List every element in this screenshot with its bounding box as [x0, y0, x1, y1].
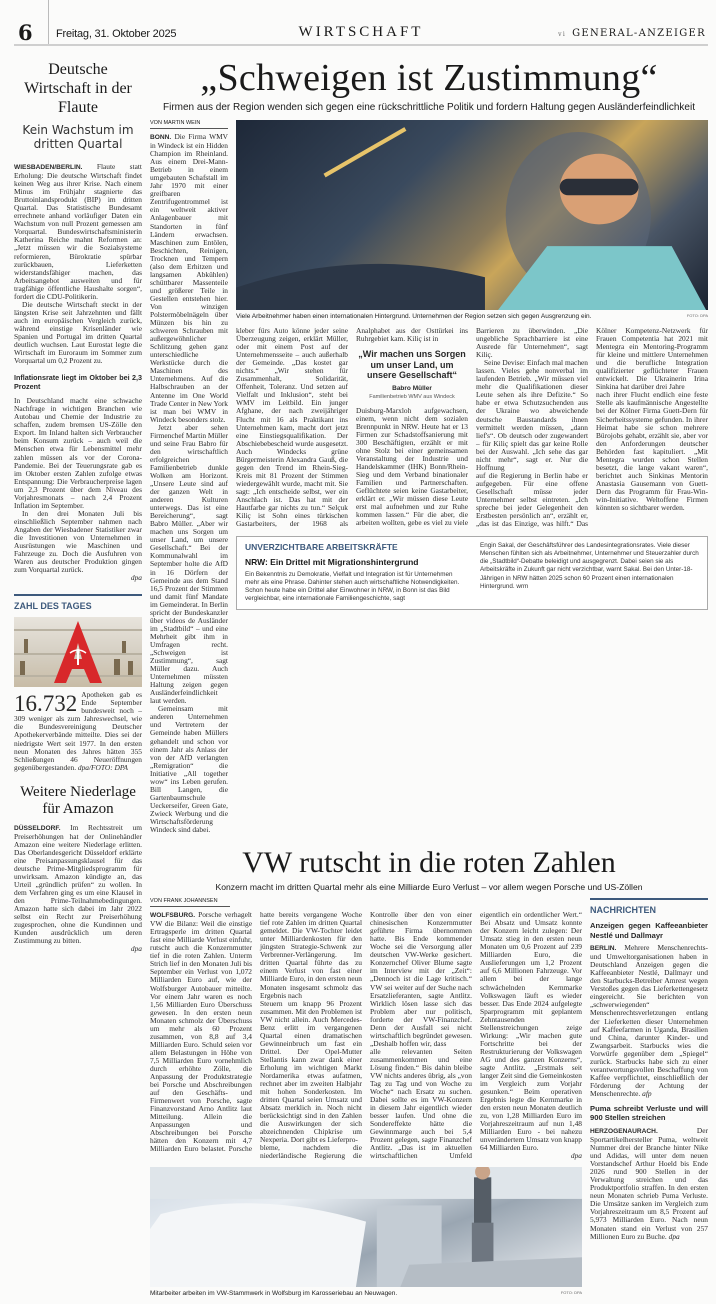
- main-text: nach ihrer Flucht endlich eine feste Stelle als kaufmännische Angestellte bei der Kölner Firma Guett-Dern für Sicherheitssysteme gefunden. In ihrer Heimat habe sie schon mehrere Bürojobs gehabt, erzählt sie, aber vor den Anforderungen deutscher Behörden fast kapituliert. „Mit Mentegra wurden schon Stellen besetzt, die lange vakant waren“, berichtet auch Sinkinas Mentorin Anastasia Gausemann von Guett-Dern das Programm für Frau-Win-win-Initiative. Weltoffene Firmen könnten so sichtbarer werden.: [596, 390, 708, 513]
- paper-name: GENERAL-ANZEIGER: [572, 28, 706, 39]
- infobox-left: [237, 537, 472, 608]
- zahl-des-tages-label: ZAHL DES TAGES: [14, 594, 142, 611]
- vw-text: Porsche verhagelt VW die Bilanz: Weil die einstige Ertragsperle im dritten Quartal fast eine Milliarde Verlust einfuhr, rutscht auch die Konzernmutter tief in die roten Zahlen. Unterm Strich lief in den Monaten Juli bis September ein Verlust von 1,072 Milliarden Euro auf, wie der Wolfsburger Autobauer mitteilte. Vor einem Jahr waren es noch 1,56 Milliarden Euro Überschuss gewesen. In den ersten neun Monaten schmolz der Überschuss um mehr als 60 Prozent zusammen, von 8,8 auf 3,4 Milliarden Euro. Schuld seien vor allem Belastungen in Höhe von 7,5 Milliarden Euro vornehmlich durch erhöhte Zölle, die Anpassung der Produktstrategie bei Porsche und Abschreibungen auf den Geschäfts- und Firmenwert von Porsche, sagte Finanzvorstand Arno Antlitz laut Mitteilung. Allein die Anpassungen und Abschreibungen bei Porsche hätten den Konzern mit 4,7 Milliarden Euro belastet. Porsche hatte bereits vergangene Woche tief rote Zahlen im dritten Quartal gemeldet. Die VW-Tochter leidet unter Milliardenkosten für den jüngsten Strategie-Schwenk zur Verbrenner-Verlängerung. Im dritten Quartal führte das zu einem Verlust von fast einer Milliarde Euro, in den ersten neun Monaten insgesamt schmolz das Ergebnis nach: [150, 910, 362, 1154]
- side-dateline: WIESBADEN/BERLIN.: [14, 164, 83, 171]
- side-article-headline: Deutsche Wirtschaft in der Flaute: [24, 61, 132, 116]
- amazon-headline: Weitere Niederlage für Amazon: [20, 783, 136, 817]
- workers-photo-credit: FOTO: DPA: [686, 313, 708, 318]
- vw-text: alle relevanten Seiten zusammenkommen und eine Lösung finden.“ Bis dahin bleibe VW nichts anderes übrig, als „von Tag zu Tag und von Woche zu Woche“ nach Ersatz zu suchen. Dabei sollte es im VW-Konzern in diesem Jahr eigentlich wieder besser laufen. Und ohne die Sondereffekte hätte die Gewinnmarge auch bei 5,4 Prozent gelegen, sagte Finanzchef Antlitz. „Das ist im aktuellen wirtschaftlichen Umfeld eigentlich ein ordentlicher Wert.“ Bei Absatz und Umsatz konnte der Konzern leicht zulegen: Der Umsatz stieg in den ersten neun Monaten um 0,6 Prozent auf 239 Milliarden Euro, die Auslieferungen um 1,2 Prozent auf 6,6 Millionen Fahrzeuge. Vor allem bei der lange schwächelnden Kernmarke Volkswagen läuft es wieder besser. Das Ende 2024 aufgelegte Sparprogramm mit geplantem Zehntausenden Stellenstreichungen zeige Wirkung: „Wir machen gute Fortschritte bei der Restrukturierung der Volkswagen AG und des ganzen Konzerns“, sagte Antlitz. „Erstmals seit langer Zeit sind die Gemeinkosten im Vergleich zum Vorjahr gesunken.“ Beim operativen Ergebnis legte die Kernmarke in den ersten neun Monaten deutlich zu, von 1,28 Milliarden Euro im Vorjahreszeitraum auf nun 1,48 Milliarden Euro - bei nahezu unverändertem Umsatz von knapp 64 Milliarden Euro.: [370, 910, 582, 1161]
- infobox-label: UNVERZICHTBARE ARBEITSKRÄFTE: [245, 542, 398, 553]
- main-text: Seine Devise: Einfach mal machen lassen. Vieles gehe nonverbal im laufenden Betrieb. „Wir müssen viel mehr die Qualifikationen dieser Leute sehen als ihre Defizite.“ So habe er etwa Schutzsuchenden aus der Ukraine wo abweichende deutsche Baustandards ihnen vermittelt werden müssen, „dann lief's“. Ob deutsch oder zugewandert – für Kiliç spielt das gar keine Rolle bei der Auswahl. „Ich sehe das gar nicht mehr“, sagt er. Nur die Hoffnung: [476, 358, 588, 472]
- zahl-des-tages-text: [14, 691, 142, 771]
- side-paragraph: Die deutsche Wirtschaft steckt in der längsten Krise seit Jahrzehnten und fällt auch im europäischen Vergleich zurück, während einstige Krisenländer wie Spanien und Portugal im dritten Quartal deutlich wuchsen. Laut Eurostat legte die Wirtschaft im Euroraum im Sommer zum Vorquartal um 0,2 Prozent zu.: [14, 299, 142, 366]
- newspaper-name: [558, 28, 706, 39]
- page-header: [14, 0, 708, 46]
- vw-columns: [150, 911, 582, 1160]
- vw-photo-credit: FOTO: DPA: [560, 1289, 582, 1295]
- amazon-body: [14, 824, 142, 954]
- side-paragraph: Flaute statt Erholung: Die deutsche Wirtschaft findet keinen Weg aus ihrer Krise. Nach einem Minus im Frühjahr stagnierte das Bruttoinlandsprodukt (BIP) im dritten Quartal. Das Statistische Bundesamt errechnete anhand vorläufiger Daten ein Wachstum von null Prozent gemessen am Vorquartal. Bundeswirtschaftsministerin Katherina Reiche mahnt Reformen an: „Jetzt müssen wir die Sozialsysteme reformieren, Bürokratie spürbar zurückbauen, Lieferketten widerstandsfähiger machen, das Arbeitsangebot ausweiten und für tragfähige öffentliche Haushalte sorgen“, fordert die CDU-Politikerin.: [14, 162, 142, 301]
- left-column: [14, 46, 142, 1304]
- side-subhead: Inflationsrate liegt im Oktober bei 2,3 Prozent: [14, 373, 142, 392]
- main-text: Duisburg-Marxloh aufgewachsen, einem, wenn nicht dem sozialen Brennpunkt in NRW. Heute hat er 13 Firmen zur Schadstoffsanierung mit 300 Beschäftigten, erzählt er mit ohne Stolz bei einer gemeinsamen Veranstaltung der Industrie und Handelskammer (IHK) Bonn/Rhein-Sieg und dem Verband binationaler Familien und Partnerschaften. Geflüchtete seien keine Gastarbeiter, erklärt er. „Wir müssen diese Leute erst mal aufnehmen und zur Ruhe kommen lassen.“ Für die aber, die arbeiten wollten, gebe es viel zu viele Barrieren zu überwinden. „Die ungebliche Sprachbarriere ist eine Ausrede für Unternehmen“, sagt Kiliç.: [356, 326, 588, 528]
- page-grid: [14, 46, 708, 1304]
- main-article-row: [150, 120, 708, 834]
- vw-agency: dpa: [570, 1151, 582, 1161]
- news-text: Der Sportartikelhersteller Puma, weltweit Nummer drei der Branche hinter Nike und Adidas, will unter dem neuen Vorstandschef Arthur Hoeld bis Ende 2026 rund 900 Stellen in der Verwaltung streichen und das Produktportfolio straffen. In den ersten neun Monaten schrieb Puma Verluste. Die Umsätze sanken im Vergleich zum Vorjahreszeitraum um 8,5 Prozent auf 5,973 Milliarden Euro. Nach neun Monaten stand ein Verlust von 257 Millionen Euro zu Buche.: [590, 1125, 708, 1241]
- main-text: auf die Regierung in Berlin habe er aufgegeben. Für eine offene Gesellschaft müsse jeder Unternehmer selbst eintreten. „Ich spreche bei jeder Gelegenheit den Erstbesten persönlich an“, erzählt er, „das ist das Einzige, was hilft.“ Das Kölner Kompetenz-Netzwerk für Frauen Competentia hat 2021 mit Mentegra ein Mentoring-Programm für kleine und mittlere Unternehmen und die berufliche Integration qualifizierter geflüchteter Frauen entwickelt. Die Ukrainerin Irina Sinkina hat darüber drei Jahre: [476, 326, 708, 529]
- vw-photo-caption: Mitarbeiter arbeiten im VW-Stammwerk in Wolfsburg im Karosseriebau an Neuwagen.: [150, 1289, 398, 1297]
- pull-quote-role: Familienbetrieb WMV aus Windeck: [369, 393, 455, 400]
- main-dateline: BONN.: [150, 134, 172, 141]
- main-subheadline: Firmen aus der Region wenden sich gegen eine rückschrittliche Politik und fordern Haltung gegen Ausländerfeindlichkeit: [163, 102, 695, 113]
- infobox-text-1: Ein Bekenntnis zu Demokratie, Vielfalt und Integration ist für Unternehmen mehr als eine Phrase. Dahinter stehen auch wirtschaftliche Notwendigkeiten. Schon heute habe ein Drittel aller Einwohner in NRW, in Bonn ist das Bild vergleichbar, eine internationale Familiengeschichte, sagt: [245, 571, 460, 603]
- side-agency: dpa: [130, 573, 142, 583]
- vw-dateline: WOLFSBURG.: [150, 912, 196, 920]
- vw-text: bleme, nachdem die niederländische Regierung die Kontrolle über den von einer chinesischen Konzernmutter geführte Firma übernommen hatte. Bis Ende kommender Woche sei die Versorgung aller deutschen VW-Werke gesichert. Konzernchef Oliver Blume sagte im Interview mit der „Zeit“: „Dennoch ist die Lage kritisch.“ VW sei weiter auf der Suche nach Ersatzlieferanten, sagte Antlitz. Wirklich lösen lasse sich das Problem aber nur politisch, forderte der VW-Finanzchef. Denn der Ausfall sei nicht wirtschaftlich begründet gewesen. „Deshalb hoffen wir, dass: [260, 910, 472, 1161]
- main-columns: [236, 327, 708, 528]
- nachrichten: [590, 898, 708, 1241]
- news-text: Mehrere Menschenrechts- und Umweltorganisationen haben in Deutschland Anzeigen gegen die Kaffeeanbieter Nestlé, Dallmayr und den Starbucks-Betreiber Amrest wegen Verstoßes gegen das Lieferkettengesetz eingereicht. Sie berichten von „schwerwiegenden“ Menschenrechtsverletzungen entlang der Lieferketten dieser Unternehmen auf Kaffeefarmen in Uganda, Brasilien und China, darunter Kinder- und Zwangsarbeit. Starbucks wies die Vorwürfe gegenüber dem „Spiegel“ zurück. Starbucks habe sich zu einer verantwortungsvollen Beschaffung von Kaffee verpflichtet, einschließlich der Förderung der Achtung der Menschenrechte.: [590, 943, 708, 1098]
- page-number: 6: [18, 20, 33, 45]
- zahl-des-tages-number: 16.732: [14, 691, 78, 717]
- workers-photo-caption: Viele Arbeitnehmer haben einen internationalen Hintergrund. Unternehmen der Region setzen sich gegen Ausgrenzung ein.: [236, 313, 592, 320]
- vw-byline: VON FRANK JOHANNSEN: [150, 898, 230, 907]
- amazon-text: Im Rechtsstreit um Preiserhöhungen hat der Onlinehändler Amazon eine weitere Niederlage erlitten. Das Oberlandesgericht Düsseldorf erklärte eine Preisanpassungsklausel für das deutsche Prime-Mitgliedsprogramm für unwirksam. Amazon kündigte an, das Urteil „gründlich prüfen“ zu wollen. In dem Verfahren ging es um eine Klausel in den Prime-Teilnahmebedingungen. Amazon hatte sich dabei im Jahr 2022 selbst ein Recht zur Preiserhöhung zugesprochen, ohne die Kundinnen und Kunden ausdrücklich um deren Zustimmung zu bitten.: [14, 822, 142, 946]
- right-area: [150, 46, 708, 1304]
- side-paragraph: In den drei Monaten Juli bis einschließlich September nahmen nach Angaben der Wiesbadener Statistiker zwar die Investitionen von Unternehmen in Ausrüstungen wie Maschinen und Fahrzeuge zu. Doch die Ausfuhren von Waren aus deutscher Produktion gingen zum Vorquartal zurück.: [14, 508, 142, 575]
- section-title: WIRTSCHAFT: [298, 24, 424, 40]
- main-text: Gemeinsam mit anderen Unternehmen und Vertretern der Gemeinde haben Müllers gehandelt und schon vor einem Jahr als Anlass der von der AfD verlangten „Remigration“ die Initiative „All together wow“ ins Leben gerufen. Bill Langen, die Gartenbaumschule Ueckerseifer, Green Gate, Zwieck Werbung und die Wirtschaftsförderung Windeck sind dabei.: [150, 704, 228, 835]
- news-agency: afp: [642, 1088, 652, 1098]
- zahl-text: Apotheken gab es Ende September bundesweit noch – 309 weniger als zum Jahreswechsel, wie die Bundesvereinigung Deutscher Apothekerverbände mitteilte. Dies sei der niedrigste Wert seit 1977. In den ersten neun Monaten des Jahres hätten 355 Schließungen 46 Neueröffnungen gegenübergestanden.: [14, 690, 142, 772]
- pull-quote-text: „Wir machen uns Sorgen um unser Land, um unsere Gesellschaft“: [358, 349, 466, 381]
- issue-date: Freitag, 31. Oktober 2025: [56, 28, 177, 40]
- vw-headline: VW rutscht in die roten Zahlen: [242, 846, 616, 880]
- zahl-credit: dpa/FOTO: DPA: [77, 762, 128, 772]
- pharmacy-a-icon: [14, 617, 142, 687]
- paper-prefix: vi: [558, 31, 567, 38]
- pharmacy-image: [14, 617, 142, 687]
- infobox: [236, 536, 708, 609]
- infobox-text-2: Engin Sakal, der Geschäftsführer des Landesintegrationsrates. Viele dieser Menschen fühlten sich als Arbeitnehmer, Unternehmer und Steuerzahler durch die „Stadtbild“-Debatte beleidigt und ausgegrenzt. Dabei seien sie als Arbeitskräfte in Zukunft gar nicht verzichtbar, warnt Sakal. Bei den Unter-18-Jährigen in NRW hätten 2025 schon 60 Prozent einen internationalen Hintergrund. wrm: [480, 542, 699, 590]
- pull-quote-name: Babro Müller: [392, 384, 432, 392]
- car-assembly-image: [150, 1167, 582, 1287]
- main-text: kleber fürs Auto könne jeder seine Überzeugung zeigen, erklärt Müller, oder mit einem Post auf der Unternehmensseite – auch außerhalb der Gemeinde. „Das kostet gar nichts.“ „Wir stehen für Zusammenhalt, Solidarität, Offenheit, Toleranz. Und setzen auf Vielfalt und Inklusion“, steht bei WMV im Leitbild. Ein junger Afghane, der nach zweijähriger Flucht mit 16 als Praktikant ins Unternehmen kam, macht dort jetzt eine Einstiegsqualifikation. Der Abschiebebescheid wurde ausgesetzt. Auch Windecks grüne Bürgermeisterin Alexandra Gauß, die gegen den Trend im Rhein-Sieg-Kreis mit 81 Prozent der Stimmen wiedergewählt wurde, macht mit. Sie sagt: „Ich entscheide selbst, wer ein Anschlach ist. Das hat mit der Hautfarbe gar nichts zu tun.“ Selçuk Kiliç ist Sohn eines türkischen Gastarbeiters, der 1968 als Analphabet aus der Osttürkei ins Ruhrgebiet kam. Kiliç ist in: [236, 326, 468, 529]
- vw-photo-caption-row: [150, 1290, 582, 1298]
- side-article-body: [14, 163, 142, 582]
- news-agency: dpa: [668, 1231, 680, 1241]
- infobox-right: [472, 537, 707, 608]
- news-title: Anzeigen gegen Kaffeeanbieter Nestlé und Dallmayr: [590, 921, 708, 940]
- news-dateline: BERLIN.: [590, 945, 617, 953]
- side-paragraph: In Deutschland macht eine schwache Nachfrage in wichtigen Branchen wie Autobau und Chemie der Industrie zu schaffen, zudem bremsen US-Zölle den Export. Im Inland halten sich Verbraucher beim Konsum zurück – auch weil die Menschen etwa für Lebensmittel mehr zahlen müssen als vor der Corona-Pandemie. Bei der Teuerungsrate gab es im Oktober ersten Zahlen zufolge etwas Entspannung: Die Verbraucherpreise lagen um 2,3 Prozent über dem Niveau des Vorjahresmonats – nach 2,4 Prozent Inflation im September.: [14, 396, 142, 510]
- vw-row: [150, 898, 708, 1303]
- news-item: [590, 921, 708, 1098]
- main-headline: „Schweigen ist Zustimmung“: [200, 57, 658, 99]
- main-byline: VON MARTIN WEIN: [150, 120, 228, 129]
- main-col-1: [150, 120, 228, 834]
- vw-factory-photo: [150, 1167, 582, 1287]
- news-dateline: HERZOGENAURACH.: [590, 1127, 658, 1135]
- nachrichten-label: NACHRICHTEN: [590, 898, 708, 915]
- worker-with-goggles-image: [236, 120, 708, 310]
- infobox-title: NRW: Ein Drittel mit Migrationshintergrund: [245, 557, 419, 568]
- main-right: [236, 120, 708, 610]
- vw-text: Steuern um knapp 96 Prozent zusammen. Mit den Problemen ist VW nicht allein. Auch Mercedes-Benz erlitt im vergangenen Quartal einen dramatischen Gewinneinbruch um fast ein Drittel. Der Opel-Mutter Stellantis kann zwar dank einer Erholung im wichtigen Markt Nordamerika etwas aufatmen, rechnet aber im zweiten Halbjahr mit hohen Sonderkosten. Im dritten Quartal seien Umsatz und Absatz merklich in. Noch nicht berücksichtigt sind in den Zahlen die Auswirkungen der sich abzeichnenden Chipkrise um Nexperia. Dort gibt es Lieferpro-: [260, 998, 362, 1145]
- workers-photo-caption-row: [236, 313, 708, 321]
- main-text: Die Firma WMV in Windeck ist ein Hidden Champion im Rheinland. Aus einem Drei-Mann-Betrieb in einem umgebauten Schafstall im Jahr 1970 mit einer greifbaren Zentrifugentrommel ist ein weltweit aktiver Anlagenbauer mit Standorten in fünf Ländern erwachsen. Maschinen zum Entölen, Beschichten, Reinigen, Trocknen und Tempern (also dem Erhitzen und langsamen Abkühlen) schüttbarer Massenteile und größerer Teile in Gestellen entstehen hier. Von winzigen Polstermöbelnägeln über Münzen bis hin zu schweren Schrauben mit außergewöhnlicher Schlitzung gehen ganz unterschiedliche Werkstücke durch die Maschinen des Unternehmens. Auf die Halbschrauben an der Antenne im One World Trade Center in New York ist man bei WMV in Windeck besonders stolz.: [150, 132, 228, 424]
- main-text: Jetzt aber sehen Firmenchef Martin Müller und seine Frau Babro für den wirtschaftlich erfolgreichen Familienbetrieb dunkle Wolken am Horizont. „Unsere Leute sind auf der ganzen Welt in anderen Kulturen unterwegs. Das ist eine Bereicherung“, sagt Babro Müller. „Aber wir machen uns Sorgen um unser Land, um unsere Gesellschaft.“ Bei der Kommunalwahl im September holte die AfD in 16 Dörfern der Gemeinde aus dem Stand 16,5 Prozent der Stimmen und damit fünf Mandate im Gemeinderat. In Berlin spricht der Bundeskanzler über videos de Ausländer im „Stadtbild“ – und eine Mehrheit gibt ihm in Umfragen recht. „Schweigen ist Zustimmung“, sagt Müller dazu. Auch Unternehmen müssten Haltung zeigen gegen Ausländerfeindlichkeit laut werden.: [150, 422, 228, 706]
- vw-article: [150, 898, 582, 1303]
- vw-subheadline: Konzern macht im dritten Quartal mehr als eine Milliarde Euro Verlust – vor allem wegen Porsche und US-Zöllen: [215, 882, 643, 893]
- side-article-subheadline: Kein Wachstum im dritten Quartal: [22, 123, 134, 151]
- amazon-agency: dpa: [130, 944, 142, 954]
- news-title: Puma schreibt Verluste und will 900 Stellen streichen: [590, 1103, 708, 1123]
- pull-quote: [356, 349, 468, 401]
- news-item: [590, 1104, 708, 1241]
- workers-photo: [236, 120, 708, 310]
- amazon-dateline: DÜSSELDORF.: [14, 824, 61, 832]
